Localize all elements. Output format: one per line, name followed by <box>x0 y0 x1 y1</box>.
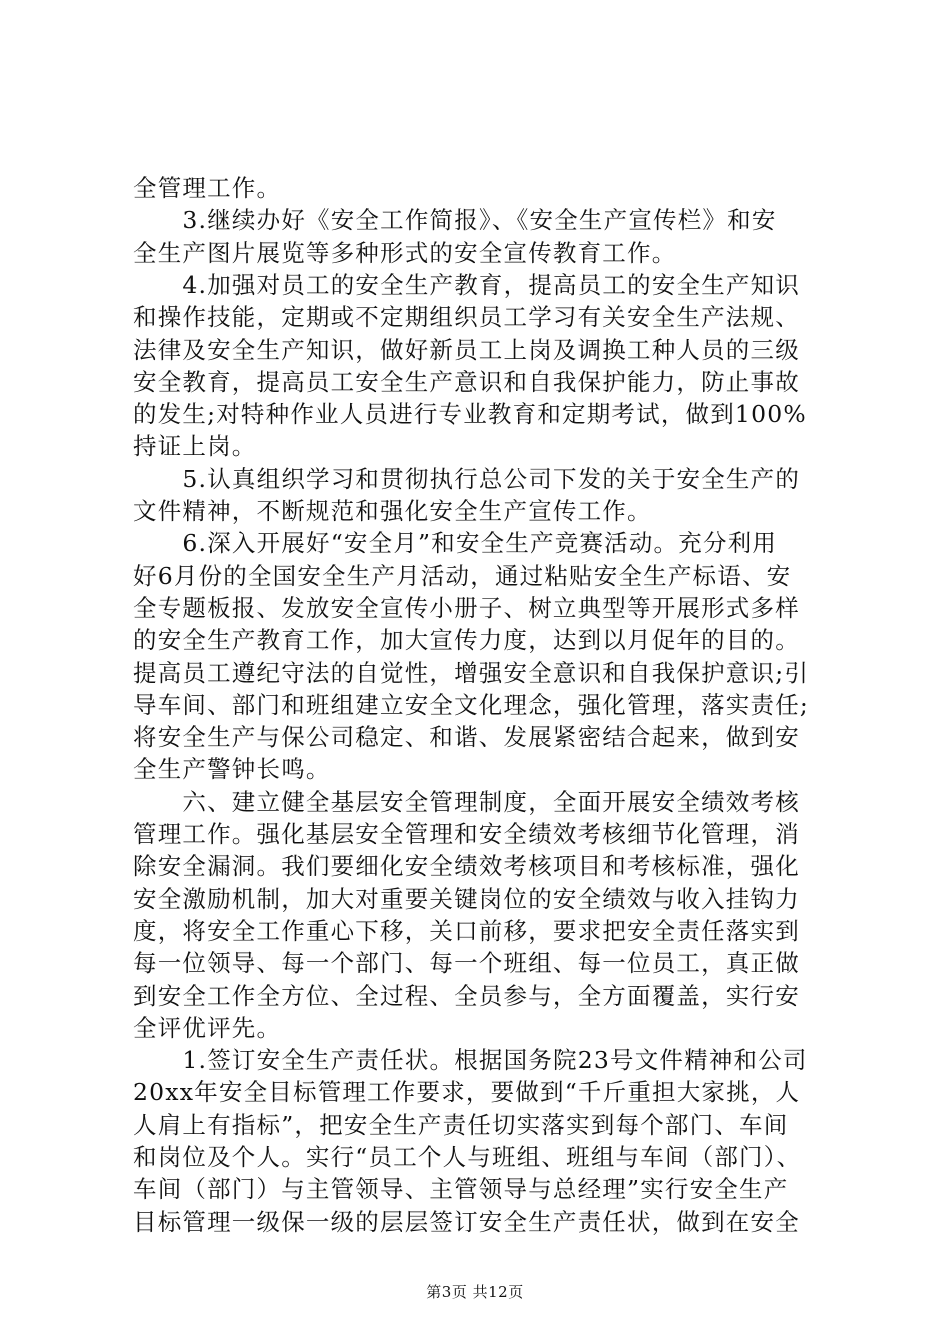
text-line: 将安全生产与保公司稳定、和谐、发展紧密结合起来，做到安 <box>133 723 800 752</box>
text-line: 全管理工作。 <box>133 174 282 202</box>
text-line: 全评优评先。 <box>133 1013 282 1042</box>
text-line: 好6月份的全国安全生产月活动，通过粘贴安全生产标语、安 <box>133 561 792 590</box>
text-line: 安全教育，提高员工安全生产意识和自我保护能力，防止事故 <box>133 367 800 396</box>
text-line: 文件精神，不断规范和强化安全生产宣传工作。 <box>133 497 652 525</box>
text-line: 管理工作。强化基层安全管理和安全绩效考核细节化管理，消 <box>133 820 800 848</box>
text-line: 安全激励机制，加大对重要关键岗位的安全绩效与收入挂钩力 <box>133 884 800 913</box>
text-line: 人肩上有指标”，把安全生产责任切实落实到每个部门、车间 <box>133 1110 789 1139</box>
text-line: 导车间、部门和班组建立安全文化理念，强化管理，落实责任; <box>133 690 810 719</box>
text-line: 提高员工遵纪守法的自觉性，增强安全意识和自我保护意识;引 <box>133 658 810 687</box>
text-line: 4.加强对员工的安全生产教育，提高员工的安全生产知识 <box>133 270 801 299</box>
text-line: 全生产图片展览等多种形式的安全宣传教育工作。 <box>133 238 677 267</box>
text-line: 1.签订安全生产责任状。根据国务院23号文件精神和公司 <box>133 1046 808 1075</box>
text-line: 5.认真组织学习和贯彻执行总公司下发的关于安全生产的 <box>133 464 801 493</box>
text-line: 3.继续办好《安全工作简报》、《安全生产宣传栏》和安 <box>133 206 777 235</box>
text-line: 和操作技能，定期或不定期组织员工学习有关安全生产法规、 <box>133 303 800 332</box>
text-line: 目标管理一级保一级的层层签订安全生产责任状，做到在安全 <box>133 1207 800 1236</box>
text-line: 全专题板报、发放安全宣传小册子、树立典型等开展形式多样 <box>133 593 800 622</box>
text-line: 法律及安全生产知识，做好新员工上岗及调换工种人员的三级 <box>133 335 800 364</box>
text-line: 六、建立健全基层安全管理制度，全面开展安全绩效考核 <box>133 787 800 816</box>
page-footer: 第3页 共12页 <box>426 1283 524 1301</box>
text-line: 20xx年安全目标管理工作要求，要做到“千斤重担大家挑，人 <box>133 1078 801 1107</box>
text-line: 的发生;对特种作业人员进行专业教育和定期考试，做到100% <box>133 400 807 429</box>
text-line: 除安全漏洞。我们要细化安全绩效考核项目和考核标准，强化 <box>133 852 800 881</box>
text-line: 车间（部门）与主管领导、主管领导与总经理”实行安全生产 <box>133 1175 789 1204</box>
text-line: 持证上岗。 <box>133 432 257 461</box>
text-line: 6.深入开展好“安全月”和安全生产竞赛活动。充分利用 <box>133 529 778 558</box>
text-line: 度，将安全工作重心下移，关口前移，要求把安全责任落实到 <box>133 916 800 945</box>
text-line: 的安全生产教育工作，加大宣传力度，达到以月促年的目的。 <box>133 626 800 655</box>
text-line: 和岗位及个人。实行“员工个人与班组、班组与车间（部门）、 <box>133 1143 802 1171</box>
text-line: 到安全工作全方位、全过程、全员参与，全方面覆盖，实行安 <box>133 981 800 1010</box>
text-line: 全生产警钟长鸣。 <box>133 755 331 784</box>
text-line: 每一位领导、每一个部门、每一个班组、每一位员工，真正做 <box>133 949 800 978</box>
